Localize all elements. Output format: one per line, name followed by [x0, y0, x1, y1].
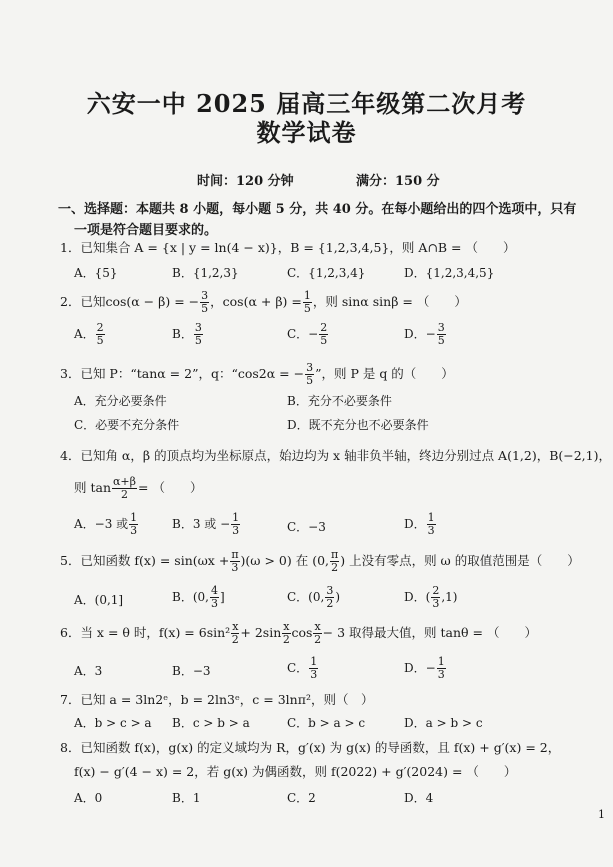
q4-option-b: B．3 或 − $\frac{1}{3}$ — [172, 511, 240, 537]
q4-option-d: D． $\frac{1}{3}$ — [404, 511, 435, 537]
q8-option-a: A．0 — [74, 791, 103, 805]
q2-stem-text: 2．已知cos(α − β) = − — [60, 294, 200, 309]
exam-score: 满分：150 分 — [356, 174, 440, 189]
fraction: $\frac{3}{5}$ — [306, 361, 314, 387]
question-8-stem: 8．已知函数 f(x)，g(x) 的定义域均为 R，g′(x) 为 g(x) 的导函数，且 f(x) + g′(x) = 2， — [60, 740, 561, 755]
fraction: $\frac{\alpha+\beta}{2}$ — [113, 475, 137, 501]
q1-option-a: A．{5} — [74, 266, 118, 280]
exam-time: 时间：120 分钟 — [197, 174, 294, 189]
fraction: $\frac{x}{2}$ — [314, 620, 322, 646]
q5-option-b: B．(0, $\frac{4}{3}$ ] — [172, 584, 225, 610]
q3-option-a: A．充分必要条件 — [74, 394, 167, 408]
q1-option-c: C．{1,2,3,4} — [287, 266, 366, 280]
q8-option-c: C．2 — [287, 791, 316, 805]
q5-option-a: A．(0,1] — [74, 593, 124, 607]
q2-stem-text: ，则 sinα sinβ = （ ） — [312, 294, 467, 309]
q2-option-d: D．− $\frac{3}{5}$ — [404, 321, 445, 347]
q7-option-c: C．b > a > c — [287, 716, 366, 730]
q5-option-d: D．( $\frac{2}{3}$ ,1) — [404, 584, 458, 610]
section-heading: 一、选择题：本题共 8 小题，每小题 5 分，共 40 分。在每小题给出的四个选项中，只有 — [58, 202, 577, 217]
fraction: $\frac{\pi}{2}$ — [331, 548, 339, 574]
fraction: $\frac{1}{5}$ — [303, 289, 311, 315]
q2-option-c: C．− $\frac{2}{5}$ — [287, 321, 328, 347]
q5-option-c: C．(0, $\frac{3}{2}$ ) — [287, 584, 341, 610]
q3-option-d: D．既不充分也不必要条件 — [287, 418, 429, 432]
section-heading-cont: 一项是符合题目要求的。 — [74, 223, 218, 238]
q4-option-c: C．−3 — [287, 520, 326, 534]
q2-option-b: B． $\frac{3}{5}$ — [172, 321, 202, 347]
q8-option-d: D．4 — [404, 791, 434, 805]
fraction: $\frac{x}{2}$ — [231, 620, 239, 646]
question-4-stem: 4．已知角 α，β 的顶点均为坐标原点，始边均为 x 轴非负半轴，终边分别过点 A(1,2)，B(−2,1)， — [60, 448, 611, 463]
question-4-stem-cont: 则 tan $\frac{\alpha+\beta}{2}$ = （ ） — [74, 475, 203, 501]
question-5-stem: 5．已知函数 f(x) = sin(ωx + $\frac{\pi}{3}$ )(ω > 0) 在 (0, $\frac{\pi}{2}$ ) 上没有零点，则 ω 的取值范围是（ ） — [60, 548, 580, 574]
question-3-stem: 3．已知 P：“tanα = 2”，q：“cos2α = − $\frac{3}{5}$ ”，则 P 是 q 的（ ） — [60, 361, 454, 387]
exam-subject: 数学试卷 — [256, 118, 357, 147]
question-8-stem-cont: f(x) − g′(4 − x) = 2，若 g(x) 为偶函数，则 f(2022) + g′(2024) = （ ） — [74, 764, 517, 779]
question-6-stem: 6．当 x = θ 时，f(x) = 6sin² $\frac{x}{2}$ + 2sin $\frac{x}{2}$ cos $\frac{x}{2}$ − 3 取得最大值，则 tanθ = （ ） — [60, 620, 537, 646]
fraction: $\frac{x}{2}$ — [282, 620, 290, 646]
question-2-stem — [60, 290, 467, 315]
q1-option-b: B．{1,2,3} — [172, 266, 239, 280]
q7-option-a: A．b > c > a — [74, 716, 152, 730]
q3-option-c: C．必要不充分条件 — [74, 418, 180, 432]
q1-option-d: D．{1,2,3,4,5} — [404, 266, 495, 280]
q2-option-a: A． $\frac{2}{5}$ — [74, 321, 104, 347]
question-7-stem: 7．已知 a = 3ln2ᵉ，b = 2ln3ᵉ，c = 3lnπ²，则（ ） — [60, 692, 374, 707]
q2-stem-text: ，cos(α + β) = — [210, 294, 302, 309]
question-1-stem: 1．已知集合 A = {x | y = ln(4 − x)}，B = {1,2,3,4,5}，则 A∩B = （ ） — [60, 240, 516, 255]
q7-option-d: D．a > b > c — [404, 716, 483, 730]
q6-option-c: C． $\frac{1}{3}$ — [287, 655, 318, 681]
q8-option-b: B．1 — [172, 791, 201, 805]
q4-option-a: A．−3 或 $\frac{1}{3}$ — [74, 511, 138, 537]
q3-option-b: B．充分不必要条件 — [287, 394, 392, 408]
page-number: 1 — [598, 808, 605, 821]
q6-option-b: B．−3 — [172, 664, 211, 678]
q6-option-d: D．− $\frac{1}{3}$ — [404, 655, 445, 681]
q6-option-a: A．3 — [74, 664, 103, 678]
fraction: $\frac{3}{5}$ — [201, 289, 209, 315]
fraction: $\frac{\pi}{3}$ — [231, 548, 239, 574]
q7-option-b: B．c > b > a — [172, 716, 250, 730]
exam-title: 六安一中 2025 届高三年级第二次月考 — [86, 89, 527, 118]
